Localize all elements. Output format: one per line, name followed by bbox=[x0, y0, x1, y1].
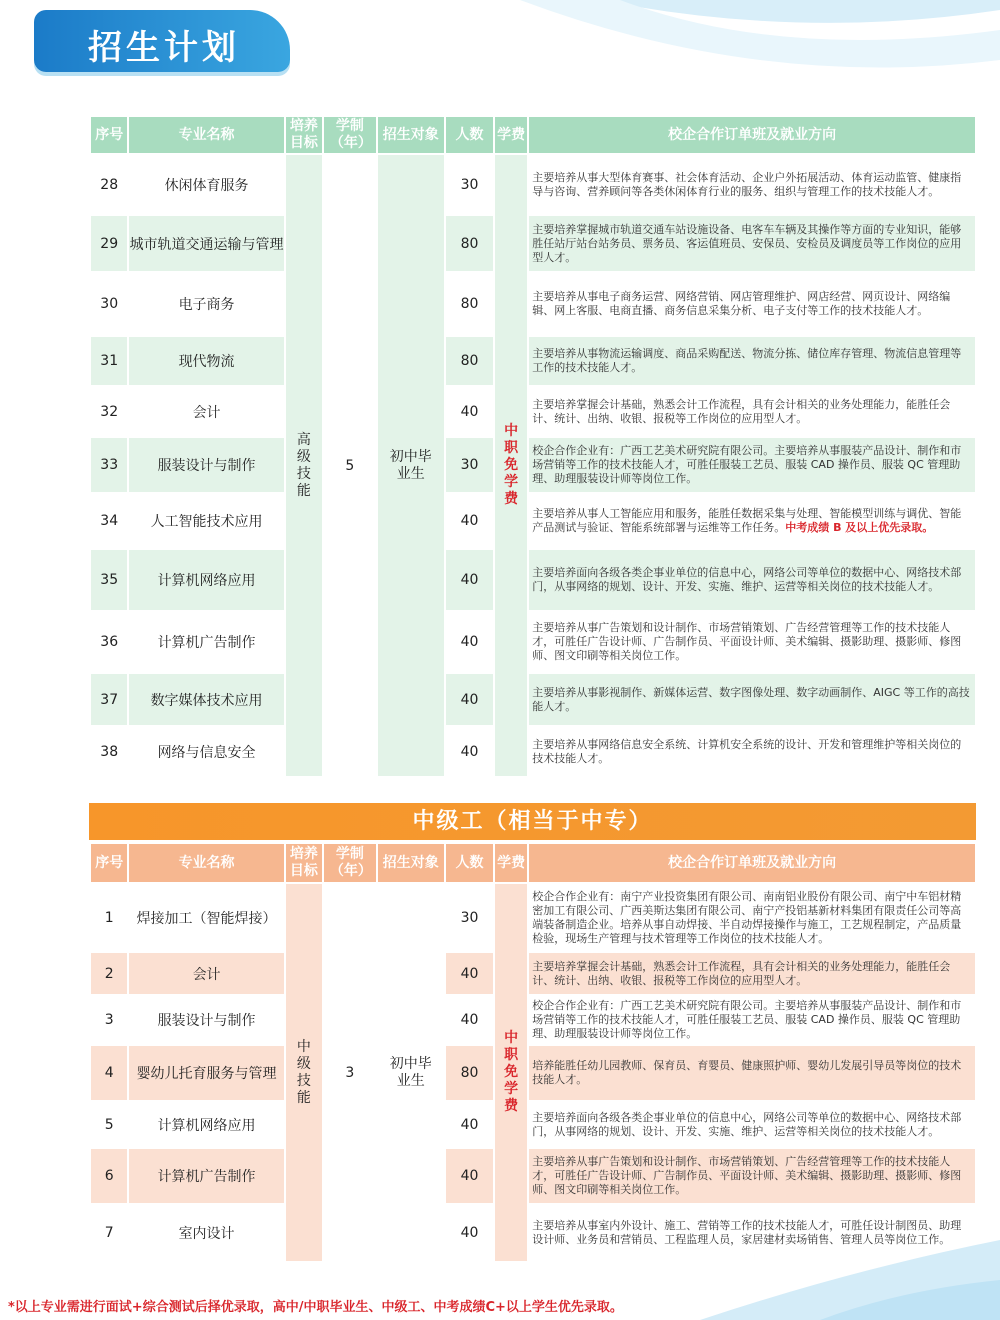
col-header-no: 序号 bbox=[91, 844, 127, 882]
table-row bbox=[91, 155, 975, 214]
table-row bbox=[91, 953, 975, 994]
col-header-target: 招生对象 bbox=[378, 117, 444, 153]
row-count: 40 bbox=[446, 674, 493, 725]
row-no: 1 bbox=[104, 909, 114, 926]
table-row bbox=[91, 727, 975, 776]
table-row bbox=[91, 1046, 975, 1100]
table-row bbox=[91, 674, 975, 725]
row-no: 35 bbox=[91, 550, 127, 610]
row-desc: 主要培养从事广告策划和设计制作、市场营销策划、广告经营管理等工作的技术技能人才，可胜任广告设计师、广告制作员、平面设计师、美术编辑、摄影助理、摄影师、修图师、图文印刷等相关岗位工作。 bbox=[532, 621, 962, 662]
row-desc: 主要培养面向各级各类企事业单位的信息中心，网络公司等单位的数据中心、网络技术部门，从事网络的规划、设计、开发、实施、维护、运营等相关岗位的技术技能人才。 bbox=[529, 550, 975, 610]
row-name: 城市轨道交通运输与管理 bbox=[129, 216, 283, 271]
row-desc: 主要培养从事影视制作、新媒体运营、数字图像处理、数字动画制作、AIGC 等工作的高技能人才。 bbox=[529, 674, 975, 725]
row-desc: 校企合作企业有：广西工艺美术研究院有限公司。主要培养从事服装产品设计、制作和市场营销等工作的技术技能人才，可胜任服装工艺员、服装 CAD 操作员、服装 QC 管理助理、助理服装设计师等岗位工作。 bbox=[529, 438, 975, 492]
row-no: 6 bbox=[91, 1149, 127, 1203]
row-count: 80 bbox=[446, 1046, 493, 1100]
row-desc: 校企合作企业有：广西工艺美术研究院有限公司。主要培养从事服装产品设计、制作和市场营销等工作的技术技能人才，可胜任服装工艺员、服装 CAD 操作员、服装 QC 管理助理、助理服装设计师等岗位工作。 bbox=[532, 999, 962, 1040]
col-header-name: 专业名称 bbox=[129, 117, 283, 153]
row-no: 7 bbox=[104, 1225, 114, 1241]
row-no: 32 bbox=[100, 403, 119, 420]
row-name: 服装设计与制作 bbox=[157, 1013, 256, 1029]
row-desc: 培养能胜任幼儿园教师、保育员、育婴员、健康照护师、婴幼儿发展引导员等岗位的技术技能人才。 bbox=[529, 1046, 975, 1100]
page-title: 招生计划 bbox=[88, 28, 240, 68]
row-count: 40 bbox=[460, 403, 479, 420]
row-no: 36 bbox=[100, 634, 119, 650]
table-row bbox=[91, 494, 975, 548]
row-count: 30 bbox=[446, 438, 493, 492]
row-desc: 主要培养面向各级各类企事业单位的信息中心，网络公司等单位的数据中心、网络技术部门，从事网络的规划、设计、开发、实施、维护、运营等相关岗位的技术技能人才。 bbox=[532, 1110, 962, 1138]
col-header-goal: 培养目标 bbox=[286, 117, 322, 153]
table-row bbox=[91, 216, 975, 271]
intermediate-skill-table bbox=[89, 842, 977, 1263]
table-row bbox=[91, 1205, 975, 1261]
row-desc: 校企合作企业有：南宁产业投资集团有限公司、南南铝业股份有限公司、南宁中车铝材精密加工有限公司、广西美斯达集团有限公司、南宁产投铝基新材料集团有限责任公司等高端装备制造企业。培养从事自动焊接、半自动焊接操作与施工，工艺规程制定，产品质量检验，现场生产管理与技术管理等工作岗位的技术技能人才。 bbox=[532, 889, 962, 945]
training-goal-cell: 中级技能 bbox=[286, 884, 322, 1261]
footnote: *以上专业需进行面试+综合测试后择优录取，高中/中职毕业生、中级工、中考成绩C+以上学生优先录取。 bbox=[8, 1300, 623, 1315]
advanced-skill-table bbox=[89, 115, 977, 778]
table-row bbox=[91, 1102, 975, 1147]
table-row bbox=[91, 273, 975, 335]
section2-title: 中级工（相当于中专） bbox=[89, 803, 976, 840]
row-name: 焊接加工（智能焊接） bbox=[136, 910, 277, 927]
priority-note: 中考成绩 B 及以上优先录取。 bbox=[785, 521, 934, 534]
col-header-target: 招生对象 bbox=[378, 844, 444, 882]
table-row bbox=[91, 996, 975, 1044]
target-cell: 初中毕业生 bbox=[378, 155, 444, 776]
row-count: 40 bbox=[446, 550, 493, 610]
col-header-goal: 培养目标 bbox=[286, 844, 322, 882]
row-count: 40 bbox=[460, 513, 479, 529]
row-count: 80 bbox=[460, 296, 479, 312]
row-name: 电子商务 bbox=[178, 297, 235, 313]
row-name: 服装设计与制作 bbox=[129, 438, 283, 492]
row-no: 28 bbox=[100, 176, 119, 193]
row-name: 计算机网络应用 bbox=[129, 550, 283, 610]
table-row bbox=[91, 884, 975, 951]
row-desc: 主要培养从事人工智能应用和服务，能胜任数据采集与处理、智能模型训练与调优、智能产品测试与验证、智能系统部署与运维等工作任务。中考成绩 B 及以上优先录取。 bbox=[532, 507, 962, 534]
table-header-row bbox=[91, 117, 975, 153]
row-name: 室内设计 bbox=[178, 1226, 235, 1242]
row-no: 31 bbox=[91, 337, 127, 385]
col-header-fee: 学费 bbox=[495, 844, 527, 882]
row-count: 80 bbox=[446, 337, 493, 385]
col-header-desc: 校企合作订单班及就业方向 bbox=[529, 117, 975, 153]
col-header-name: 专业名称 bbox=[129, 844, 283, 882]
row-desc: 主要培养从事物流运输调度、商品采购配送、物流分拣、储位库存管理、物流信息管理等工作的技术技能人才。 bbox=[529, 337, 975, 385]
row-no: 29 bbox=[91, 216, 127, 271]
page-title-badge bbox=[34, 10, 290, 72]
col-header-duration: 学制（年） bbox=[324, 844, 375, 882]
row-name: 计算机广告制作 bbox=[129, 1149, 283, 1203]
row-name: 计算机网络应用 bbox=[157, 1117, 256, 1134]
table-row bbox=[91, 387, 975, 436]
row-name: 人工智能技术应用 bbox=[150, 514, 263, 530]
row-count: 40 bbox=[446, 1149, 493, 1203]
row-name: 数字媒体技术应用 bbox=[129, 674, 283, 725]
row-no: 34 bbox=[100, 513, 119, 529]
training-goal-cell: 高级技能 bbox=[286, 155, 322, 776]
col-header-fee: 学费 bbox=[495, 117, 527, 153]
table-row bbox=[91, 438, 975, 492]
row-desc: 主要培养掌握城市轨道交通车站设施设备、电客车车辆及其操作等方面的专业知识，能够胜任站厅站台站务员、票务员、客运值班员、安保员、安检员及调度员等工作岗位的应用型人才。 bbox=[529, 216, 975, 271]
col-header-no: 序号 bbox=[91, 117, 127, 153]
row-name: 会计 bbox=[129, 953, 283, 994]
row-count: 40 bbox=[460, 1116, 479, 1133]
row-desc: 主要培养从事室内外设计、施工、营销等工作的技术技能人才，可胜任设计制图员、助理设计师、业务员和营销员、工程监理人员，家居建材卖场销售、管理人员等岗位工作。 bbox=[532, 1219, 962, 1246]
row-no: 3 bbox=[104, 1012, 114, 1028]
row-desc: 主要培养掌握会计基础，熟悉会计工作流程，具有会计相关的业务处理能力，能胜任会计、统计、出纳、收银、报税等工作岗位的应用型人才。 bbox=[529, 953, 975, 994]
row-no: 38 bbox=[100, 743, 119, 760]
row-no: 2 bbox=[91, 953, 127, 994]
target-cell: 初中毕业生 bbox=[389, 1055, 432, 1089]
table-row bbox=[91, 550, 975, 610]
row-count: 30 bbox=[460, 909, 479, 926]
row-count: 40 bbox=[460, 1225, 479, 1241]
row-count: 40 bbox=[460, 1012, 479, 1028]
row-name: 计算机广告制作 bbox=[157, 635, 256, 651]
table-header-row bbox=[91, 844, 975, 882]
row-name: 网络与信息安全 bbox=[157, 744, 256, 761]
table-row bbox=[91, 1149, 975, 1203]
row-name: 会计 bbox=[192, 404, 221, 421]
row-name: 婴幼儿托育服务与管理 bbox=[129, 1046, 283, 1100]
row-count: 40 bbox=[460, 634, 479, 650]
table-row bbox=[91, 337, 975, 385]
row-no: 33 bbox=[91, 438, 127, 492]
row-desc: 主要培养从事大型体育赛事、社会体育活动、企业户外拓展活动、体育运动监管、健康指导与咨询、营养顾问等各类休闲体育行业的服务、组织与管理工作的技术技能人才。 bbox=[532, 170, 962, 198]
row-no: 4 bbox=[91, 1046, 127, 1100]
row-no: 5 bbox=[104, 1116, 114, 1133]
row-desc: 主要培养从事网络信息安全系统、计算机安全系统的设计、开发和管理维护等相关岗位的技术技能人才。 bbox=[532, 737, 962, 765]
fee-cell: 中职免学费 bbox=[495, 884, 527, 1261]
row-desc: 主要培养从事电子商务运营、网络营销、网店管理维护、网店经营、网页设计、网络编辑、网上客服、电商直播、商务信息采集分析、电子支付等工作的技术技能人才。 bbox=[532, 290, 951, 317]
row-no: 37 bbox=[91, 674, 127, 725]
row-desc: 主要培养掌握会计基础，熟悉会计工作流程，具有会计相关的业务处理能力，能胜任会计、统计、出纳、收银、报税等工作岗位的应用型人才。 bbox=[532, 397, 951, 425]
col-header-duration: 学制（年） bbox=[324, 117, 375, 153]
row-no: 30 bbox=[100, 296, 119, 312]
duration-cell: 3 bbox=[345, 1064, 355, 1081]
col-header-count: 人数 bbox=[446, 117, 493, 153]
row-count: 80 bbox=[446, 216, 493, 271]
row-desc: 主要培养从事广告策划和设计制作、市场营销策划、广告经营管理等工作的技术技能人才，可胜任广告设计师、广告制作员、平面设计师、美术编辑、摄影助理、摄影师、修图师、图文印刷等相关岗位工作。 bbox=[529, 1149, 975, 1203]
row-name: 休闲体育服务 bbox=[164, 177, 249, 194]
row-count: 40 bbox=[460, 743, 479, 760]
fee-cell: 中职免学费 bbox=[495, 155, 527, 776]
col-header-count: 人数 bbox=[446, 844, 493, 882]
row-name: 现代物流 bbox=[129, 337, 283, 385]
table-row bbox=[91, 612, 975, 672]
col-header-desc: 校企合作订单班及就业方向 bbox=[529, 844, 975, 882]
row-count: 30 bbox=[460, 176, 479, 193]
row-count: 40 bbox=[446, 953, 493, 994]
duration-cell: 5 bbox=[324, 155, 375, 776]
